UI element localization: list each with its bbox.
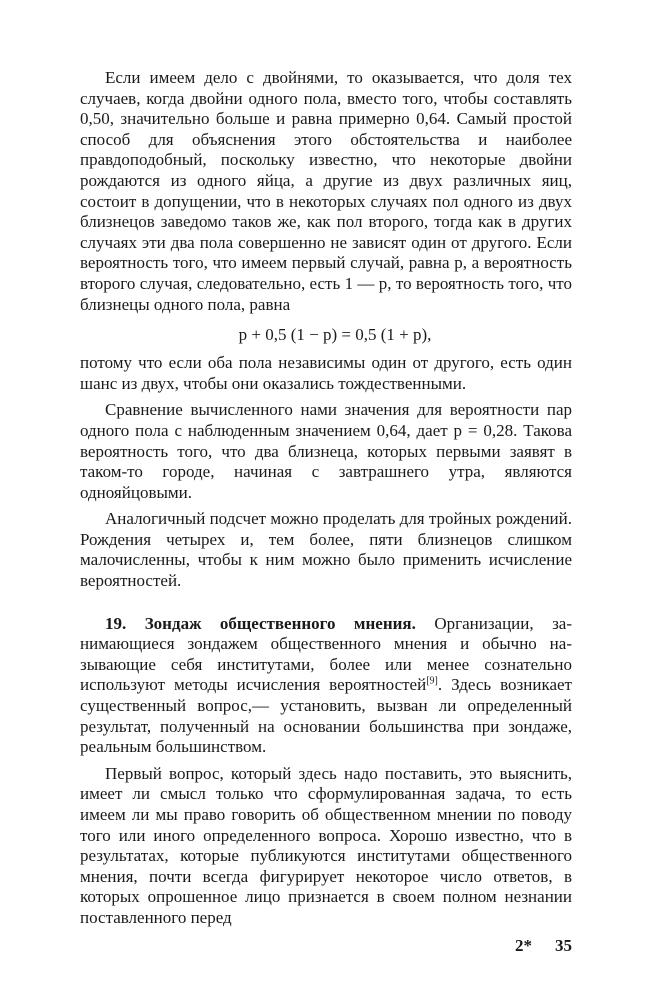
paragraph-triplets: Аналогичный подсчет можно проделать для тройных рождений. Рождения четырех и, тем более, пяти близнецов слишком малочисленны, чтобы к ним можно было применить исчисление вероятностей. — [80, 509, 572, 591]
paragraph-first-question: Первый вопрос, который здесь надо поставить, это выяснить, имеет ли смысл только что сформулированная задача, то есть имеем ли мы право говорить об общественном мнении по поводу того или иного определенного вопроса. Хорошо известно, что в результатах, которые публикуются институтами общественного мнения, почти всегда фигурирует некоторое число ответов, в которых опрошенное лицо признается в своем полном незнании поставленного перед — [80, 763, 572, 927]
section-19-paragraph — [80, 614, 572, 758]
page-footer — [80, 936, 572, 960]
formula-probability: p + 0,5 (1 − p) = 0,5 (1 + p), — [238, 325, 432, 345]
paragraph-comparison: Сравнение вычисленного нами значения для вероятности пар одного пола с наблюденным значением 0,64, дает p = 0,28. Такова вероятность того, что два близнеца, которых первыми заявят в таком-то городе, начиная с завтрашнего утра, являются однояйцовыми. — [80, 400, 572, 502]
reference-marker: [9] — [426, 675, 438, 687]
page-body — [80, 68, 572, 929]
section-19-title: 19. Зондаж общественного мнения. — [105, 613, 416, 633]
section-19-text-end: . Здесь возникает существенный вопрос,— установить, вызван ли определенный результат, полученный на основании большинства при зондаже, реальным большинством. — [80, 675, 572, 757]
paragraph-independence: потому что если оба пола независимы один от другого, есть один шанс из двух, чтобы они оказались тождественными. — [80, 353, 572, 393]
signature-mark: 2* — [515, 936, 532, 955]
page-number: 35 — [555, 936, 572, 955]
paragraph-twins: Если имеем дело с двойнями, то оказывается, что доля тех случаев, когда двойни одного пола, вместо того, чтобы составлять 0,50, значительно больше и равна примерно 0,64. Самый простой способ для объяснения этого обстоятельства и наиболее правдоподобный, поскольку известно, что некоторые двойни рождаются из одного яйца, а другие из двух различных яиц, состоит в допущении, что в некоторых случаях пол одного из двух близнецов заведомо таков же, как пол второго, тогда как в других случаях эти два пола совершенно не зависят один от другого. Если вероятность того, что имеем первый случай, равна p, а вероятность второго случая, следовательно, есть 1 — p, то вероятность того, что близнецы одного пола, равна — [80, 68, 572, 314]
section-19-text-start: Организации, занимающиеся зондажем общественного мнения и обычно называющие себя институтами, более или менее сознательно используют методы исчисления вероятностей — [80, 613, 573, 695]
